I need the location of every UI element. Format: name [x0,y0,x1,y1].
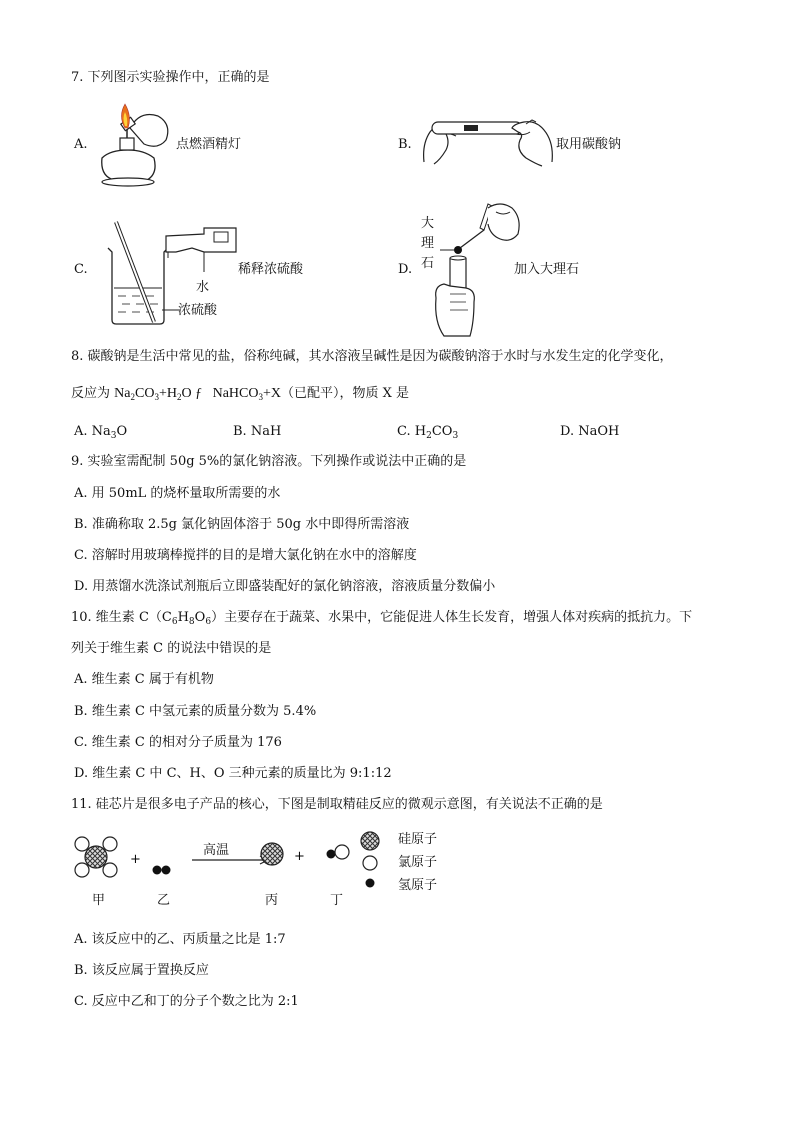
q11-option-b: B. 该反应属于置换反应 [74,963,209,978]
q10-option-d: D. 维生素 C 中 C、H、O 三种元素的质量比为 9:1:12 [74,766,392,781]
q7-option-a-text: 点燃酒精灯 [176,137,242,152]
label-jia: 甲 [92,893,106,908]
label-bing: 丙 [265,893,279,908]
molecule-ding [327,845,350,859]
legend-si-icon [361,832,379,850]
q11-option-c: C. 反应中乙和丁的分子个数之比为 2:1 [74,994,299,1009]
legend-cl-icon [363,856,377,870]
q7-option-c-text: 稀释浓硫酸 [238,262,304,277]
legend-cl-label: 氯原子 [398,855,438,870]
legend-h-label: 氢原子 [398,878,438,893]
q8-option-d: D. NaOH [560,424,620,439]
q7-option-c-letter: C. [74,262,88,277]
q7-option-a-letter: A. [74,137,88,152]
legend-si-label: 硅原子 [398,832,438,847]
q11-stem: 11. 硅芯片是很多电子产品的核心，下图是制取精硅反应的微观示意图，有关说法不正确的是 [71,797,603,812]
plus-sign-1: + [130,852,141,867]
q7-option-d-text: 加入大理石 [514,262,580,277]
q9-option-b: B. 准确称取 2.5g 氯化钠固体溶于 50g 水中即得所需溶液 [74,517,410,532]
molecule-yi [153,866,171,875]
q7-label-marble-1: 大 [421,216,435,231]
q10-option-b: B. 维生素 C 中氢元素的质量分数为 5.4% [74,704,317,719]
q10-option-a: A. 维生素 C 属于有机物 [74,672,214,687]
molecule-bing [261,843,283,865]
test-tube-hands-illustration [420,110,556,166]
label-ding: 丁 [330,893,344,908]
plus-sign-2: + [294,849,305,864]
legend-h-icon [366,879,375,888]
q7-label-water: 水 [196,280,210,295]
alcohol-lamp-illustration [92,98,182,190]
q10-stem-line1: 10. 维生素 $C(C_6H_8O_6)$主要存在于蔬菜、水果中，它能促进人体生长发育，增强人体对疾病的抵抗力。下 [71,610,693,627]
q10-option-c: C. 维生素 C 的相对分子质量为 176 [74,735,282,750]
q11-option-a: A. 该反应中的乙、丙质量之比是 1:7 [74,932,286,947]
q7-option-d-letter: D. [398,262,413,277]
q8-option-b: B. NaH [233,424,282,439]
q9-option-d: D. 用蒸馏水洗涤试剂瓶后立即盛装配好的氯化钠溶液，溶液质量分数偏小 [74,579,496,594]
q9-stem: 9. 实验室需配制 50g 5%的氯化钠溶液。下列操作或说法中正确的是 [71,454,467,469]
q7-stem: 7. 下列图示实验操作中，正确的是 [71,70,270,85]
q8-stem-line2: 反应为 $Na_2CO_3+H_2O$ ƒ NaHCO$_3$+X（已配平），物质 X 是 [71,386,410,402]
q7-label-marble-3: 石 [421,256,435,271]
q8-option-c: C. $H_2CO_3$ [397,424,459,441]
label-yi: 乙 [157,893,171,908]
q7-label-acid: 浓硫酸 [178,303,218,318]
q9-option-c: C. 溶解时用玻璃棒搅拌的目的是增大氯化钠在水中的溶解度 [74,548,417,563]
q7-option-b-text: 取用碳酸钠 [556,137,622,152]
reaction-condition: 高温 [203,843,230,858]
molecule-jia [75,837,117,877]
q7-label-marble-2: 理 [421,236,435,251]
dilute-acid-illustration [100,218,240,328]
q7-option-b-letter: B. [398,137,412,152]
q8-stem-line1: 8. 碳酸钠是生活中常见的盐，俗称纯碱，其水溶液呈碱性是因为碳酸钠溶于水时与水发生定的化学变化， [71,349,673,364]
q9-option-a: A. 用 50mL 的烧杯量取所需要的水 [74,486,281,501]
q10-stem-line2: 列关于维生素 C 的说法中错误的是 [71,641,272,656]
reaction-diagram [70,826,450,896]
q8-option-a: A. $Na_3O$ [74,424,128,441]
